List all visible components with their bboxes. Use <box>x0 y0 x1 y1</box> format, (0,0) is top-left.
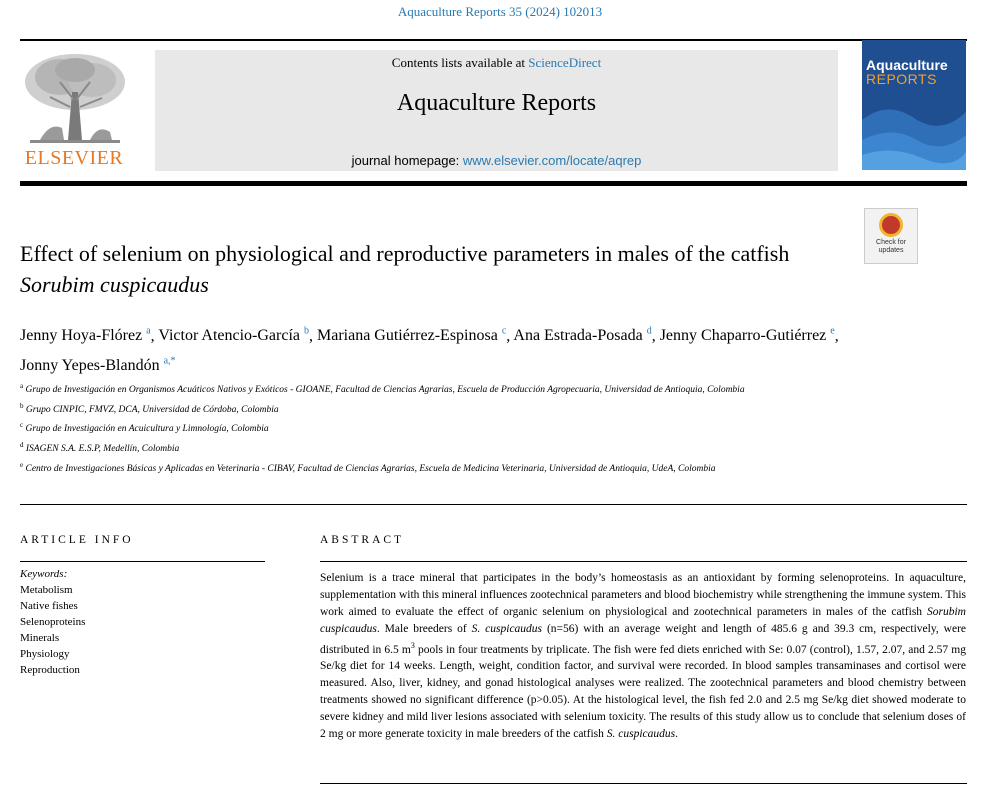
affiliation <box>20 419 860 436</box>
author-affiliation-sup[interactable]: b <box>304 326 309 337</box>
crossmark-label-line1: Check for <box>876 239 906 246</box>
header-bottom-rule <box>20 181 967 186</box>
affiliation-text: ISAGEN S.A. E.S.P, Medellín, Colombia <box>25 444 180 455</box>
author[interactable] <box>317 327 506 344</box>
homepage-prefix: journal homepage: <box>351 153 463 168</box>
elsevier-wordmark: ELSEVIER <box>24 147 124 169</box>
author-name: Jenny Chaparro-Gutiérrez <box>659 327 827 345</box>
author-name: Victor Atencio-García <box>158 327 300 345</box>
abstract-text-part: Selenium is a trace mineral that participates in the body’s homeostasis as an antioxidant by forming selenoproteins. In aquaculture, supplementation with this mineral influences zootechnical parameters and blood biochemistry while strengthening the immune system. This work aimed to evaluate the effect of organic selenium on physiological and zootechnical parameters in males of the catfish <box>320 572 966 618</box>
abstract-bottom-rule <box>320 783 967 784</box>
elsevier-tree-icon <box>20 52 130 147</box>
author-separator: , <box>150 327 159 345</box>
check-for-updates-button[interactable] <box>864 208 918 264</box>
affiliation-text: Grupo de Investigación en Organismos Acuáticos Nativos y Exóticos - GIOANE, Facultad de Ciencias Agrarias, Escuela de Producción Agropecuaria, Universidad de Antioquia, Colombia <box>25 385 745 396</box>
affiliation <box>20 439 860 456</box>
cover-title-line1: Aquaculture <box>866 57 948 73</box>
abstract-species-name: Sorubim cuspicaudus <box>320 605 966 635</box>
keyword-item[interactable]: Metabolism <box>20 584 73 596</box>
crossmark-icon <box>879 213 903 237</box>
abstract-species-name: S. cuspicaudus <box>606 727 676 740</box>
affiliations-list <box>20 380 860 478</box>
abstract-text-part: pools in four treatments by triplicate. The fish were fed diets enriched with Se: 0.07 (control), 1.57, 2.07, and 2.57 mg Se/kg diet for 14 weeks. Length, weight, condition factor, and survival were recorded. In blood samples transaminases and cortisol were measured. Also, liver, kidney, and gonad histological analyses were realized. The zootechnical parameters and blood chemistry between treatments showed no significant difference (p>0.05). At the histological level, the fish fed 2.0 and 2.5 mg Se/kg diet showed moderate to severe kidney and mild liver lesions associated with selenium toxicity. The results of this study allow us to conclude that selenium doses of 2 mg or more generate toxicity in male breeders of the catfish <box>320 643 966 740</box>
keywords-label: Keywords: <box>20 568 68 580</box>
abstract-text-part: . Male breeders of <box>376 622 472 635</box>
article-title-species: Sorubim cuspicaudus <box>20 272 209 297</box>
sciencedirect-link[interactable]: ScienceDirect <box>528 55 602 70</box>
author-name: Mariana Gutiérrez-Espinosa <box>317 327 498 345</box>
author-separator: , <box>506 327 514 345</box>
journal-homepage-link[interactable]: www.elsevier.com/locate/aqrep <box>462 153 642 168</box>
author-separator: , <box>651 327 660 345</box>
abstract-text-part: (n=56) with an average weight and length of 485.6 g and 39.3 cm, respectively, were distributed in 6.5 m <box>320 622 967 656</box>
keyword-item[interactable]: Selenoproteins <box>20 616 86 628</box>
affiliation <box>20 380 860 397</box>
article-info-rule <box>20 561 265 562</box>
abstract-text-part: . <box>675 727 678 740</box>
abstract-rule <box>320 561 967 562</box>
affiliation <box>20 459 860 476</box>
affiliation-label: b <box>20 401 24 410</box>
author-separator: , <box>834 327 839 345</box>
author-name: Jonny Yepes-Blandón <box>20 356 160 374</box>
author-affiliation-sup[interactable]: a <box>146 326 151 337</box>
journal-homepage-line <box>155 153 838 168</box>
keyword-item[interactable]: Minerals <box>20 632 60 644</box>
author-affiliation-sup[interactable]: d <box>646 326 652 337</box>
author-name: Ana Estrada-Posada <box>513 327 643 345</box>
info-top-rule <box>20 504 967 505</box>
author-affiliation-sup[interactable]: a,* <box>163 355 176 367</box>
journal-masthead <box>155 50 838 171</box>
crossmark-label-line2: updates <box>878 247 904 254</box>
affiliation-label: e <box>20 460 24 469</box>
affiliation-label: c <box>20 421 24 430</box>
article-title <box>20 238 850 300</box>
article-title-text: Effect of selenium on physiological and reproductive parameters in males of the catfish <box>20 241 790 266</box>
affiliation-label: d <box>20 440 24 449</box>
author-affiliation-sup[interactable]: c <box>501 326 507 337</box>
author-name: Jenny Hoya-Flórez <box>20 327 143 345</box>
affiliation-text: Centro de Investigaciones Básicas y Aplicadas en Veterinaria - CIBAV, Facultad de Ciencias Agrarias, Escuela de Medicina Veterinaria, Universidad de Antioquia, UdeA, Colombia <box>25 463 716 474</box>
affiliation-text: Grupo CINPIC, FMVZ, DCA, Universidad de Córdoba, Colombia <box>25 404 279 415</box>
affiliation-text: Grupo de Investigación en Acuicultura y Limnología, Colombia <box>25 424 269 435</box>
contents-available-line <box>155 55 838 71</box>
abstract-heading: ABSTRACT <box>320 534 405 546</box>
abstract-species-name: S. cuspicaudus <box>471 622 543 635</box>
header-top-rule <box>20 39 967 41</box>
contents-prefix: Contents lists available at <box>391 55 529 70</box>
abstract-body <box>320 570 966 743</box>
keywords-list <box>20 582 85 678</box>
journal-citation[interactable]: Aquaculture Reports 35 (2024) 102013 <box>397 4 603 19</box>
author[interactable] <box>513 327 651 344</box>
cover-title-line2: REPORTS <box>866 71 937 87</box>
author[interactable] <box>158 327 309 344</box>
author-affiliation-sup[interactable]: e <box>830 326 835 337</box>
article-info-heading: ARTICLE INFO <box>20 534 134 546</box>
cover-title <box>866 58 964 86</box>
author[interactable] <box>20 327 151 344</box>
keyword-item[interactable]: Native fishes <box>20 600 78 612</box>
author-separator: , <box>309 327 317 345</box>
cubic-superscript: 3 <box>410 640 415 650</box>
affiliation <box>20 400 860 417</box>
author[interactable] <box>660 327 835 344</box>
author[interactable] <box>20 357 176 374</box>
affiliation-label: a <box>20 382 24 390</box>
author-list <box>20 319 850 378</box>
keyword-item[interactable]: Reproduction <box>20 664 80 676</box>
journal-title: Aquaculture Reports <box>396 90 597 116</box>
journal-cover-image[interactable] <box>862 40 966 170</box>
keyword-item[interactable]: Physiology <box>20 648 70 660</box>
